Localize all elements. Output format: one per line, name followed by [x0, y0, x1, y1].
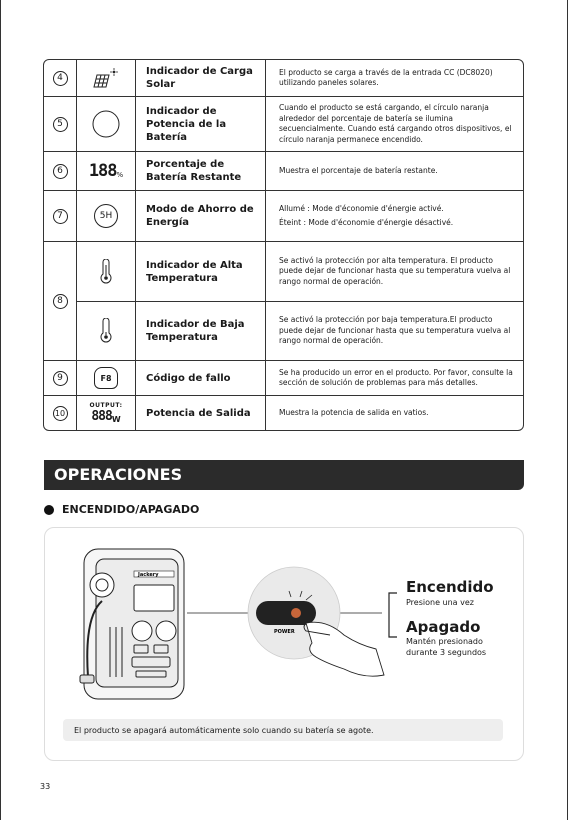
power-off-title: Apagado [406, 618, 481, 636]
output-label: OUTPUT: [89, 402, 123, 409]
bullet-icon [44, 505, 54, 515]
indicator-name: Porcentaje de Batería Restante [136, 152, 266, 190]
solar-panel-icon [77, 60, 136, 96]
desc-line: Allumé : Mode d'économie d'énergie activé. [279, 203, 444, 213]
output-digits: 888 [91, 409, 112, 424]
battery-percent-display-icon [77, 152, 136, 190]
indicator-name: Indicador de Potencia de la Batería [136, 97, 266, 151]
indicator-name: Indicador de Carga Solar [136, 60, 266, 96]
battery-ring-icon [77, 97, 136, 151]
table-row [44, 96, 523, 151]
indicator-description [266, 191, 523, 241]
indicator-description: Muestra el porcentaje de batería restante. [279, 165, 438, 175]
subsection-title-text: ENCENDIDO/APAGADO [62, 503, 200, 516]
indicator-description: Se activó la protección por baja temperatura.El producto puede dejar de funcionar hasta que su temperatura vuelva al rango normal de operación. [279, 315, 511, 346]
indicator-name: Indicador de Baja Temperatura [136, 302, 266, 360]
table-subrow [77, 242, 523, 301]
table-row [44, 241, 523, 360]
section-title: OPERACIONES [54, 465, 183, 484]
indicator-name: Modo de Ahorro de Energía [136, 191, 266, 241]
power-off-instruction: Mantén presionado durante 3 segundos [406, 637, 487, 657]
table-row [44, 60, 523, 96]
power-on-instruction: Presione una vez [406, 598, 474, 607]
power-button-label: POWER [274, 629, 295, 635]
row-number: 9 [53, 371, 68, 386]
table-row [44, 395, 523, 430]
row-number: 5 [53, 117, 68, 132]
brand-logo-text: Jackery [138, 572, 159, 578]
high-temp-icon [77, 242, 136, 301]
indicator-name: Indicador de Alta Temperatura [136, 242, 266, 301]
output-unit: W [111, 415, 121, 424]
indicator-description: Se activó la protección por alta temperatura. El producto puede dejar de funcionar hasta que su temperatura vuelva al rango normal de operación. [279, 255, 511, 286]
percent-unit: % [116, 171, 124, 179]
section-header [44, 460, 524, 490]
row-number: 10 [53, 406, 68, 421]
indicator-name: Código de fallo [136, 361, 266, 395]
table-subrow [77, 301, 523, 360]
table-row [44, 360, 523, 395]
fault-code-icon [77, 361, 136, 395]
percent-digits: 188 [88, 161, 117, 181]
fault-code-icon-text: F8 [94, 367, 118, 389]
indicator-table [43, 59, 524, 431]
subsection-title [44, 503, 199, 516]
indicator-description: Cuando el producto se está cargando, el círculo naranja alrededor del porcentaje de batería se ilumina secuencialmente. Cuando está cargando otros dispositivos, el círculo naranja permanece encendido. [279, 103, 512, 144]
indicator-description: Muestra la potencia de salida en vatios. [279, 407, 429, 417]
desc-line: Éteint : Mode d'économie d'énergie désactivé. [279, 218, 454, 227]
row-number: 4 [53, 71, 68, 86]
indicator-name: Potencia de Salida [136, 396, 266, 430]
low-temp-icon [77, 302, 136, 360]
row-number: 6 [53, 164, 68, 179]
indicator-description: El producto se carga a través de la entrada CC (DC8020) utilizando paneles solares. [279, 67, 493, 87]
row-number: 8 [53, 294, 68, 309]
output-display-icon [77, 396, 136, 430]
row-number: 7 [53, 209, 68, 224]
energy-saving-icon [77, 191, 136, 241]
energy-saving-icon-text: 5H [94, 204, 118, 228]
indicator-description: Se ha producido un error en el producto. Por favor, consulte la sección de solución de problemas para más detalles. [279, 367, 513, 387]
auto-shutdown-note: El producto se apagará automáticamente solo cuando su batería se agote. [63, 719, 503, 741]
table-row [44, 151, 523, 190]
power-on-title: Encendido [406, 578, 494, 596]
page-number: 33 [40, 782, 51, 791]
table-row [44, 190, 523, 241]
